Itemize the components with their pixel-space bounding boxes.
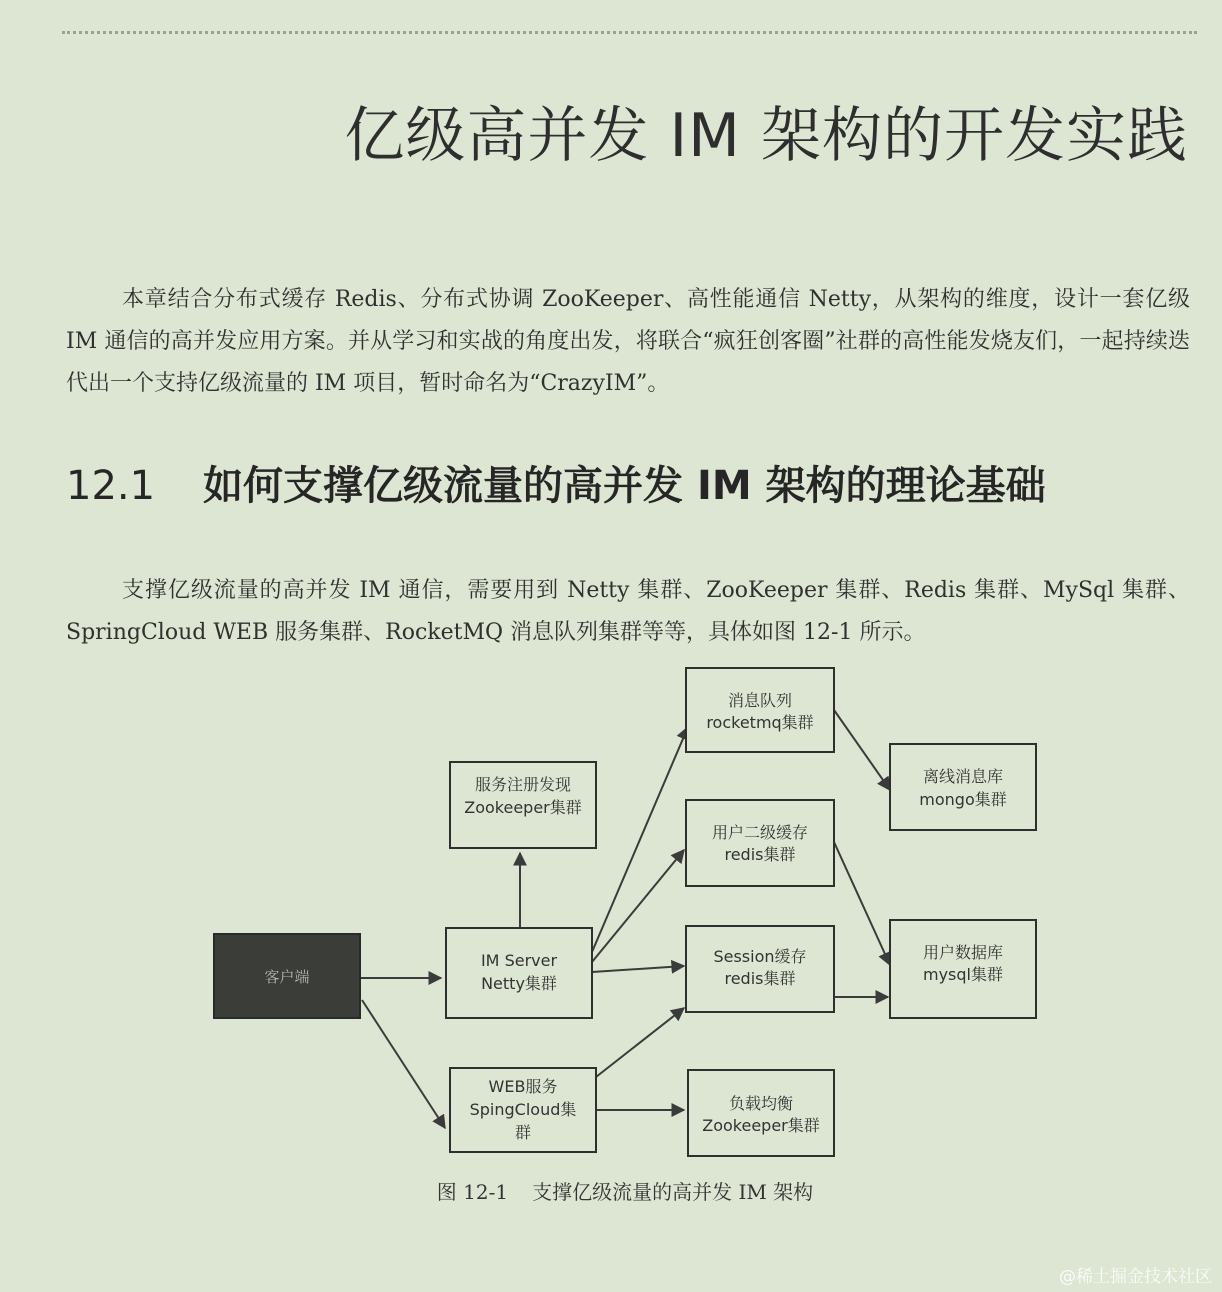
chapter-title: 亿级高并发 IM 架构的开发实践 [344, 101, 1188, 171]
section-number: 12.1 [66, 463, 156, 509]
node-client [214, 934, 360, 1018]
node-user-cache [686, 800, 834, 886]
diagram-edges [360, 710, 890, 1128]
svg-text:WEB服务: WEB服务 [488, 1077, 558, 1096]
svg-text:IM Server: IM Server [480, 951, 558, 970]
intro-paragraph: 本章结合分布式缓存 Redis、分布式协调 ZooKeeper、高性能通信 Netty，从架构的维度，设计一套亿级 IM 通信的高并发应用方案。并从学习和实战的角度出发，将联合“疯狂创客圈”社群的高性能发烧友们，一起持续迭代出一个支持亿级流量的 IM 项目，暂时命名为“CrazyIM”。 [66, 287, 1190, 396]
watermark: @稀土掘金技术社区 [1059, 1267, 1212, 1287]
figure-number: 图 12-1 [436, 1180, 509, 1204]
svg-text:离线消息库: 离线消息库 [922, 767, 1004, 786]
svg-text:用户二级缓存: 用户二级缓存 [711, 823, 809, 842]
edge-mq-to-offline-db [834, 710, 890, 790]
node-web-service [450, 1068, 596, 1152]
svg-text:mongo集群: mongo集群 [919, 790, 1007, 809]
svg-text:redis集群: redis集群 [724, 969, 796, 988]
node-load-balance [688, 1070, 834, 1156]
svg-text:Netty集群: Netty集群 [481, 974, 557, 993]
edge-im-to-session-cache [592, 966, 684, 972]
edge-user-cache-to-user-db [834, 842, 890, 965]
node-message-queue [686, 668, 834, 752]
svg-text:用户数据库: 用户数据库 [922, 943, 1004, 962]
svg-text:群: 群 [514, 1123, 532, 1142]
svg-text:redis集群: redis集群 [724, 845, 796, 864]
section-title: 如何支撑亿级流量的高并发 IM 架构的理论基础 [203, 463, 1046, 509]
edge-client-to-web [362, 1000, 445, 1128]
svg-text:客户端: 客户端 [264, 968, 310, 986]
node-im-server [446, 928, 592, 1018]
section-paragraph: 支撑亿级流量的高并发 IM 通信，需要用到 Netty 集群、ZooKeeper 集群、Redis 集群、MySql 集群、SpringCloud WEB 服务集群、RocketMQ 消息队列集群等等，具体如图 12-1 所示。 [66, 578, 1190, 645]
edge-web-to-session-cache [596, 1008, 684, 1077]
node-offline-db [890, 744, 1036, 830]
figure-caption-text: 支撑亿级流量的高并发 IM 架构 [532, 1180, 814, 1204]
svg-text:Zookeeper集群: Zookeeper集群 [464, 798, 582, 817]
svg-text:rocketmq集群: rocketmq集群 [706, 713, 814, 732]
svg-text:负载均衡: 负载均衡 [728, 1094, 794, 1113]
svg-text:消息队列: 消息队列 [727, 691, 793, 710]
figure-caption [0, 1176, 1222, 1205]
svg-text:mysql集群: mysql集群 [923, 965, 1003, 984]
svg-text:SpingCloud集: SpingCloud集 [469, 1100, 577, 1119]
node-user-db [890, 920, 1036, 1018]
svg-text:Zookeeper集群: Zookeeper集群 [702, 1116, 820, 1135]
svg-text:Session缓存: Session缓存 [713, 947, 807, 966]
edge-im-to-mq [592, 727, 688, 952]
node-session-cache [686, 926, 834, 1012]
edge-im-to-user-cache [592, 850, 684, 962]
svg-text:服务注册发现: 服务注册发现 [474, 775, 572, 794]
node-zk-discovery [450, 762, 596, 848]
